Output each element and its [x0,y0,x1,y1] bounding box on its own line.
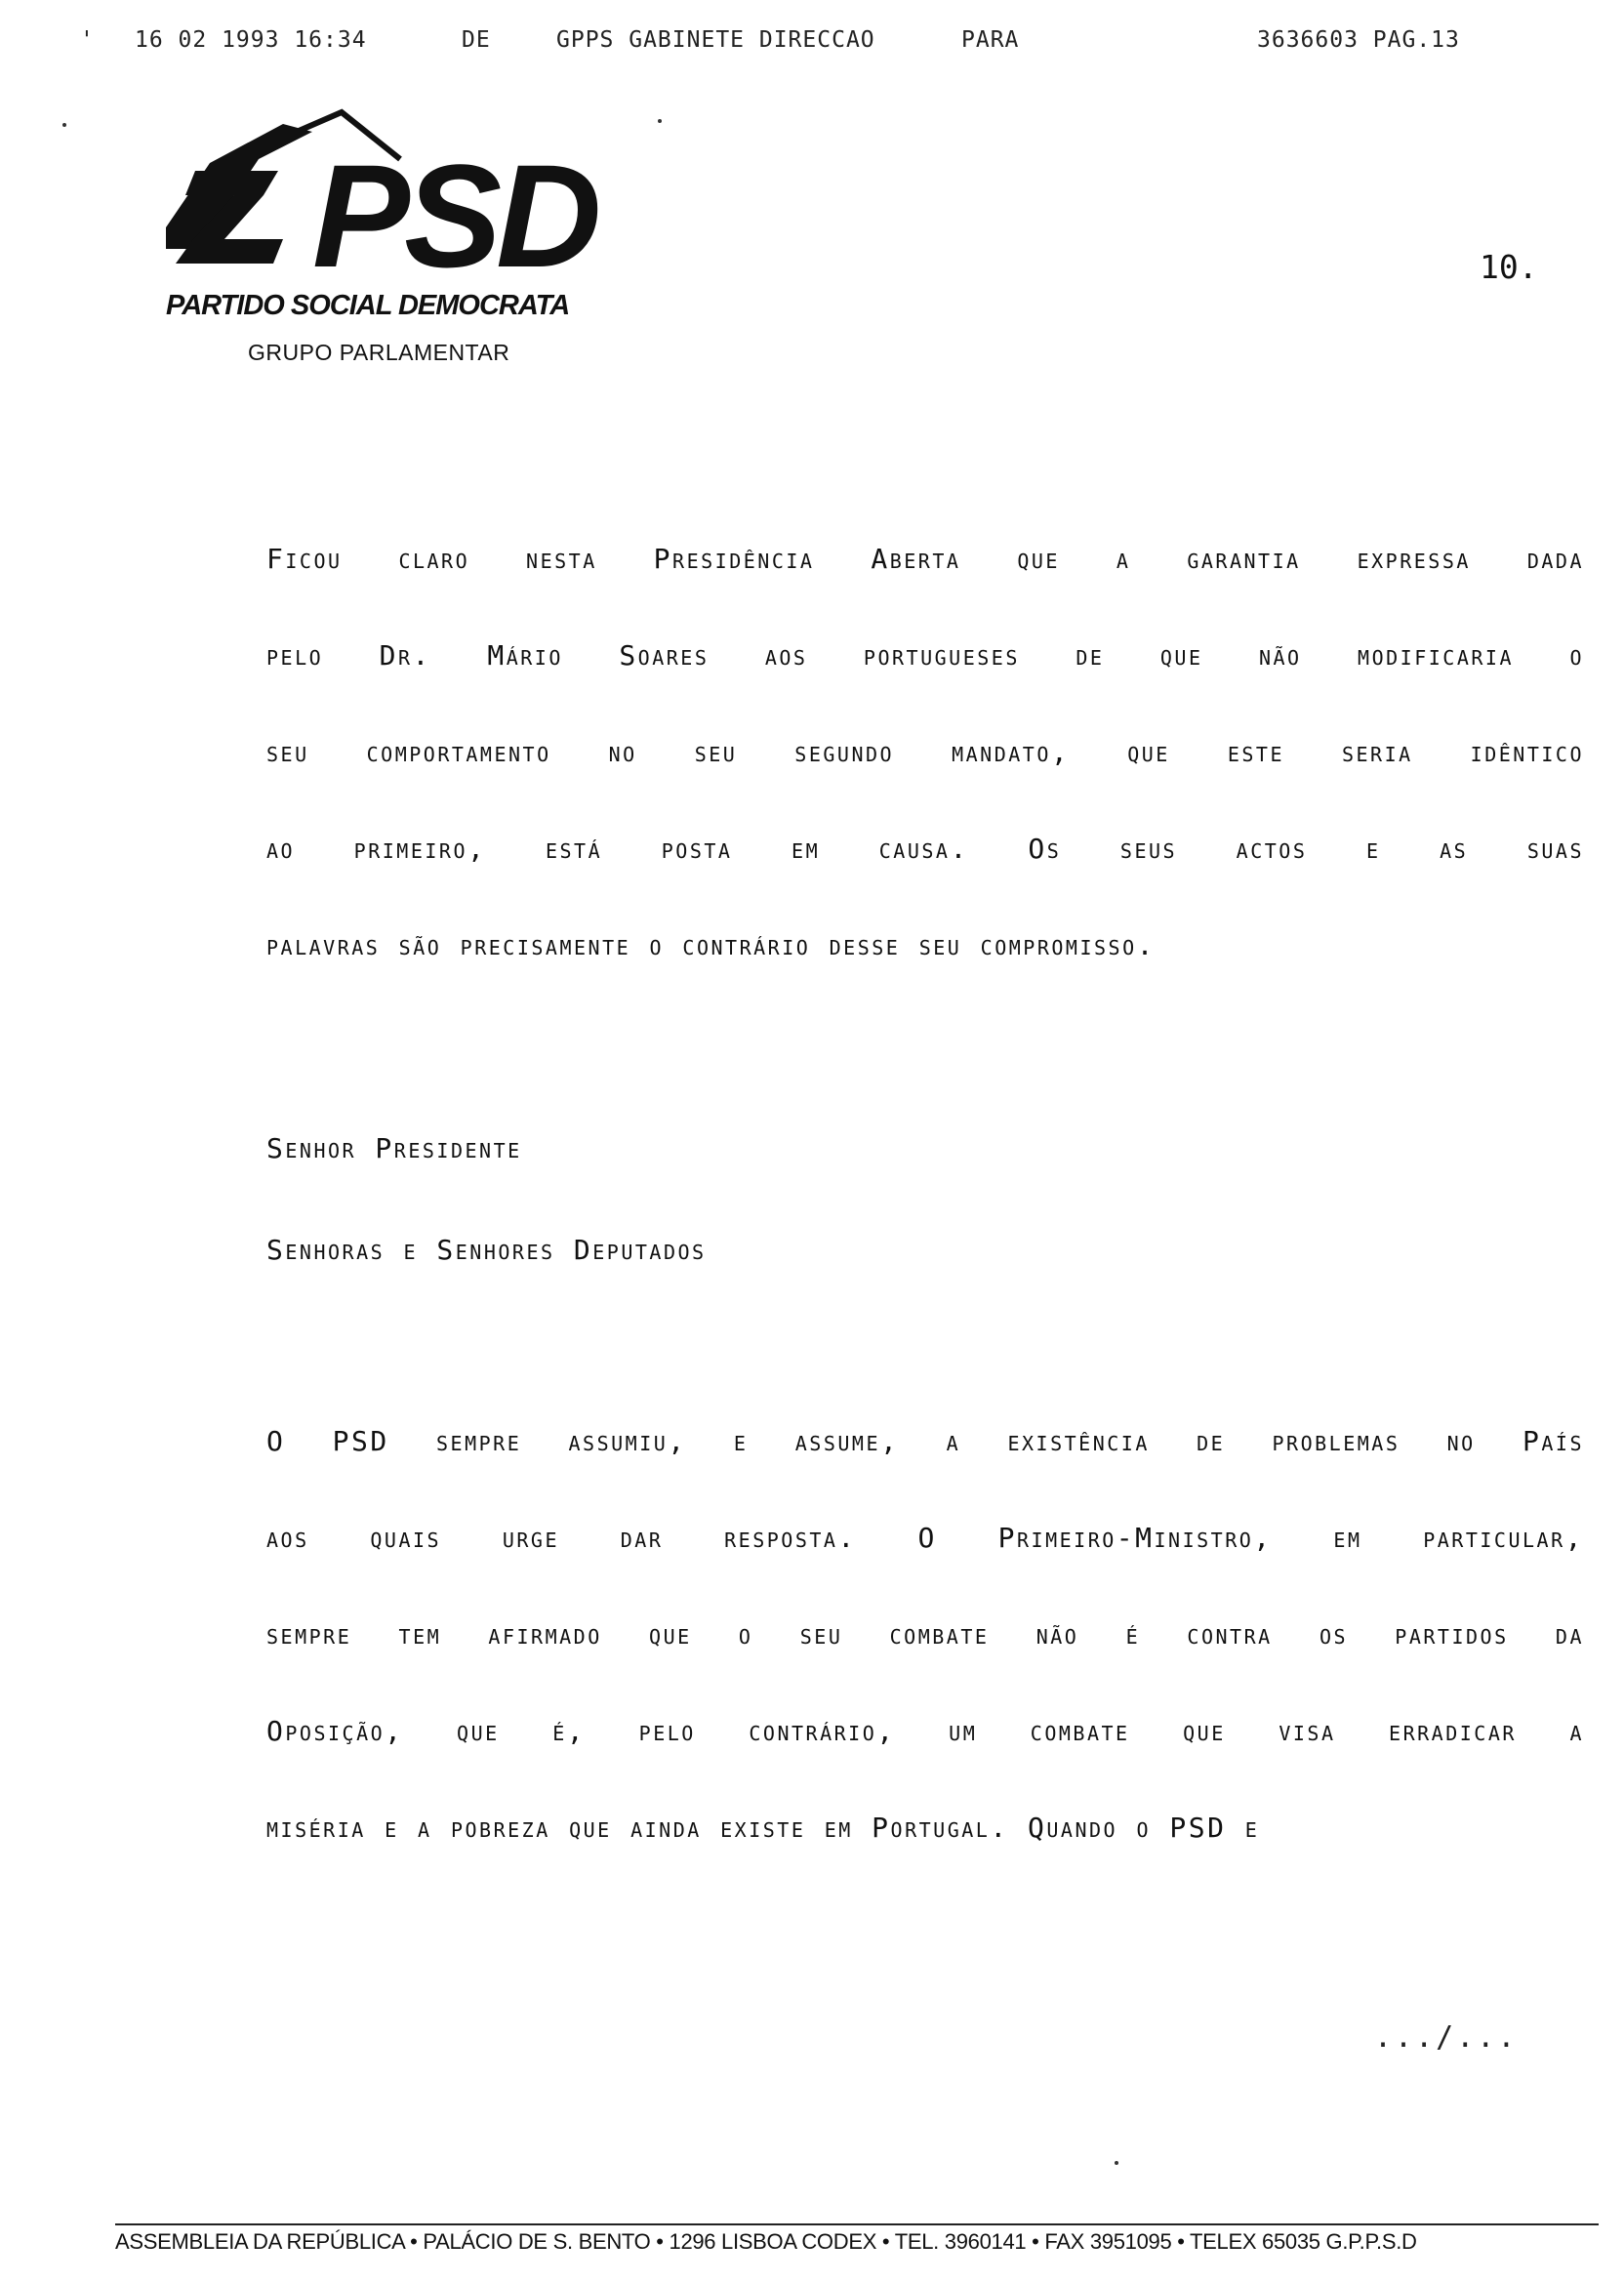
fax-speck [658,119,662,123]
paragraph-line: seu comportamento no seu segundo mandato, que este seria idêntico [266,736,1584,768]
fax-speck [62,123,66,127]
footer-address: ASSEMBLEIA DA REPÚBLICA • PALÁCIO DE S. BENTO • 1296 LISBOA CODEX • TEL. 3960141 • FAX 3951095 • TELEX 65035 G.P.P.S.D [115,2223,1599,2255]
party-name: PARTIDO SOCIAL DEMOCRATA [166,290,570,321]
paragraph-line: O PSD sempre assumiu, e assume, a existência de problemas no País [266,1425,1584,1457]
fax-sender: GPPS GABINETE DIRECCAO [556,27,875,53]
fax-datetime: 16 02 1993 16:34 [135,27,367,53]
fax-para-label: PARA [961,27,1020,53]
paragraph-line: Ficou claro nesta Presidência Aberta que a garantia expressa dada [266,543,1584,575]
fax-header [0,27,1624,61]
fax-recipient-page: 3636603 PAG.13 [1257,27,1460,53]
psd-logo [166,102,654,376]
psd-arrow-logo-icon [166,102,654,288]
page-number: 10. [1480,248,1538,286]
group-name: GRUPO PARLAMENTAR [248,340,510,365]
continuation-marker: .../... [1374,2020,1519,2055]
salutation-line: Senhoras e Senhores Deputados [266,1234,707,1266]
fax-de-label: DE [462,27,491,53]
paragraph-line: ao primeiro, está posta em causa. Os seus actos e as suas [266,833,1584,865]
paragraph-line: sempre tem afirmado que o seu combate não é contra os partidos da [266,1618,1584,1650]
paragraph-line: palavras são precisamente o contrário desse seu compromisso. [266,929,1156,961]
paragraph-line: pelo Dr. Mário Soares aos portugueses de que não modificaria o [266,639,1584,672]
logo-wordmark: PSD [312,134,596,288]
salutation-line: Senhor Presidente [266,1132,522,1164]
paragraph-line: aos quais urge dar resposta. O Primeiro-Ministro, em particular, [266,1522,1584,1554]
fax-mark: ' [80,27,95,53]
paragraph-line: Oposição, que é, pelo contrário, um combate que visa erradicar a [266,1715,1584,1747]
fax-speck [1115,2161,1118,2165]
paragraph-line: miséria e a pobreza que ainda existe em Portugal. Quando o PSD e [266,1812,1260,1844]
